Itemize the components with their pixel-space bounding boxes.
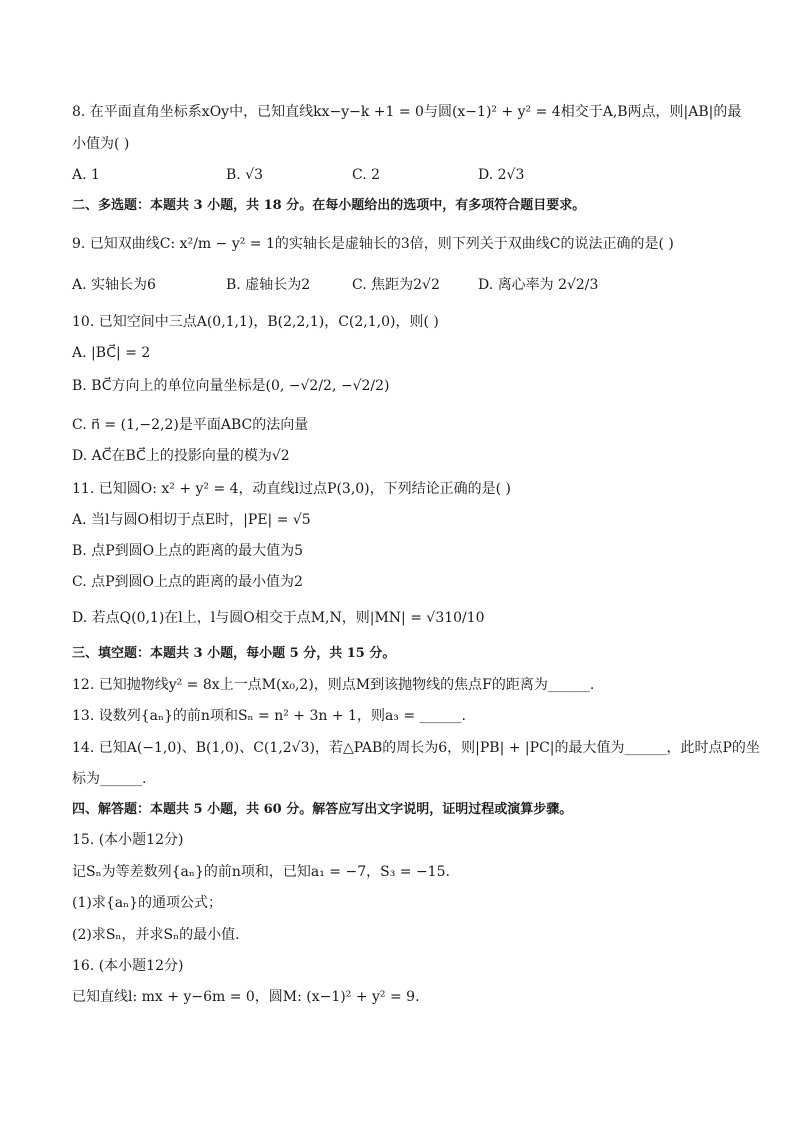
q10-option-c: C. n⃗ = (1,−2,2)是平面ABC的法向量	[72, 417, 309, 433]
q16-stem: 已知直线l: mx + y−6m = 0，圆M: (x−1)² + y² = 9.	[72, 989, 420, 1005]
q8-option-a: A. 1	[72, 167, 100, 183]
q14-line2: 标为______.	[72, 771, 147, 787]
q11-option-b: B. 点P到圆O上点的距离的最大值为5	[72, 543, 303, 559]
question-12: 12. 已知抛物线y² = 8x上一点M(x₀,2)，则点M到该抛物线的焦点F的距离为______.	[72, 677, 595, 693]
section-3-heading: 三、填空题：本题共 3 小题，每小题 5 分，共 15 分。	[72, 646, 396, 661]
q14-line1: 14. 已知A(−1,0)、B(1,0)、C(1,2√3)，若△PAB的周长为6，则|PB| + |PC|的最大值为______，此时点P的坐	[72, 740, 760, 756]
section-4-heading: 四、解答题：本题共 5 小题，共 60 分。解答应写出文字说明，证明过程或演算步骤。	[72, 802, 573, 817]
q10-option-d: D. AC⃗在BC⃗上的投影向量的模为√2	[72, 448, 290, 464]
q9-option-a: A. 实轴长为6	[72, 277, 156, 293]
q16-header: 16. (本小题12分)	[72, 958, 184, 974]
q10-stem: 10. 已知空间中三点A(0,1,1)，B(2,2,1)，C(2,1,0)，则( )	[72, 314, 439, 330]
question-13: 13. 设数列{aₙ}的前n项和Sₙ = n² + 3n + 1，则a₃ = ______.	[72, 708, 466, 724]
q11-option-a: A. 当l与圆O相切于点E时，|PE| = √5	[72, 512, 311, 528]
q15-part2: (2)求Sₙ，并求Sₙ的最小值.	[72, 927, 240, 943]
q10-option-a: A. |BC⃗| = 2	[72, 345, 151, 361]
q15-header: 15. (本小题12分)	[72, 832, 184, 848]
q8-option-b: B. √3	[226, 167, 264, 183]
q9-option-d: D. 离心率为 2√2/3	[478, 277, 599, 293]
q9-option-b: B. 虚轴长为2	[226, 277, 311, 293]
q15-stem: 记Sₙ为等差数列{aₙ}的前n项和，已知a₁ = −7，S₃ = −15.	[72, 864, 450, 880]
q11-option-c: C. 点P到圆O上点的距离的最小值为2	[72, 574, 303, 590]
q10-option-b: B. BC⃗方向上的单位向量坐标是(0, −√2/2, −√2/2)	[72, 378, 390, 394]
section-2-heading: 二、多选题：本题共 3 小题，共 18 分。在每小题给出的选项中，有多项符合题目要求。	[72, 198, 586, 213]
q15-part1: (1)求{aₙ}的通项公式；	[72, 895, 223, 911]
q8-stem-line1: 8. 在平面直角坐标系xOy中，已知直线kx−y−k +1 = 0与圆(x−1)² + y² = 4相交于A,B两点，则|AB|的最	[72, 104, 742, 120]
q8-option-c: C. 2	[352, 167, 381, 183]
q8-stem-line2: 小值为( )	[72, 136, 130, 152]
q9-option-c: C. 焦距为2√2	[352, 277, 440, 293]
q11-option-d: D. 若点Q(0,1)在l上，l与圆O相交于点M,N，则|MN| = √310/10	[72, 610, 485, 626]
q9-stem: 9. 已知双曲线C: x²/m − y² = 1的实轴长是虚轴长的3倍，则下列关于双曲线C的说法正确的是( )	[72, 236, 674, 252]
q11-stem: 11. 已知圆O: x² + y² = 4，动直线l过点P(3,0)，下列结论正确的是( )	[72, 481, 512, 497]
q8-option-d: D. 2√3	[478, 167, 525, 183]
